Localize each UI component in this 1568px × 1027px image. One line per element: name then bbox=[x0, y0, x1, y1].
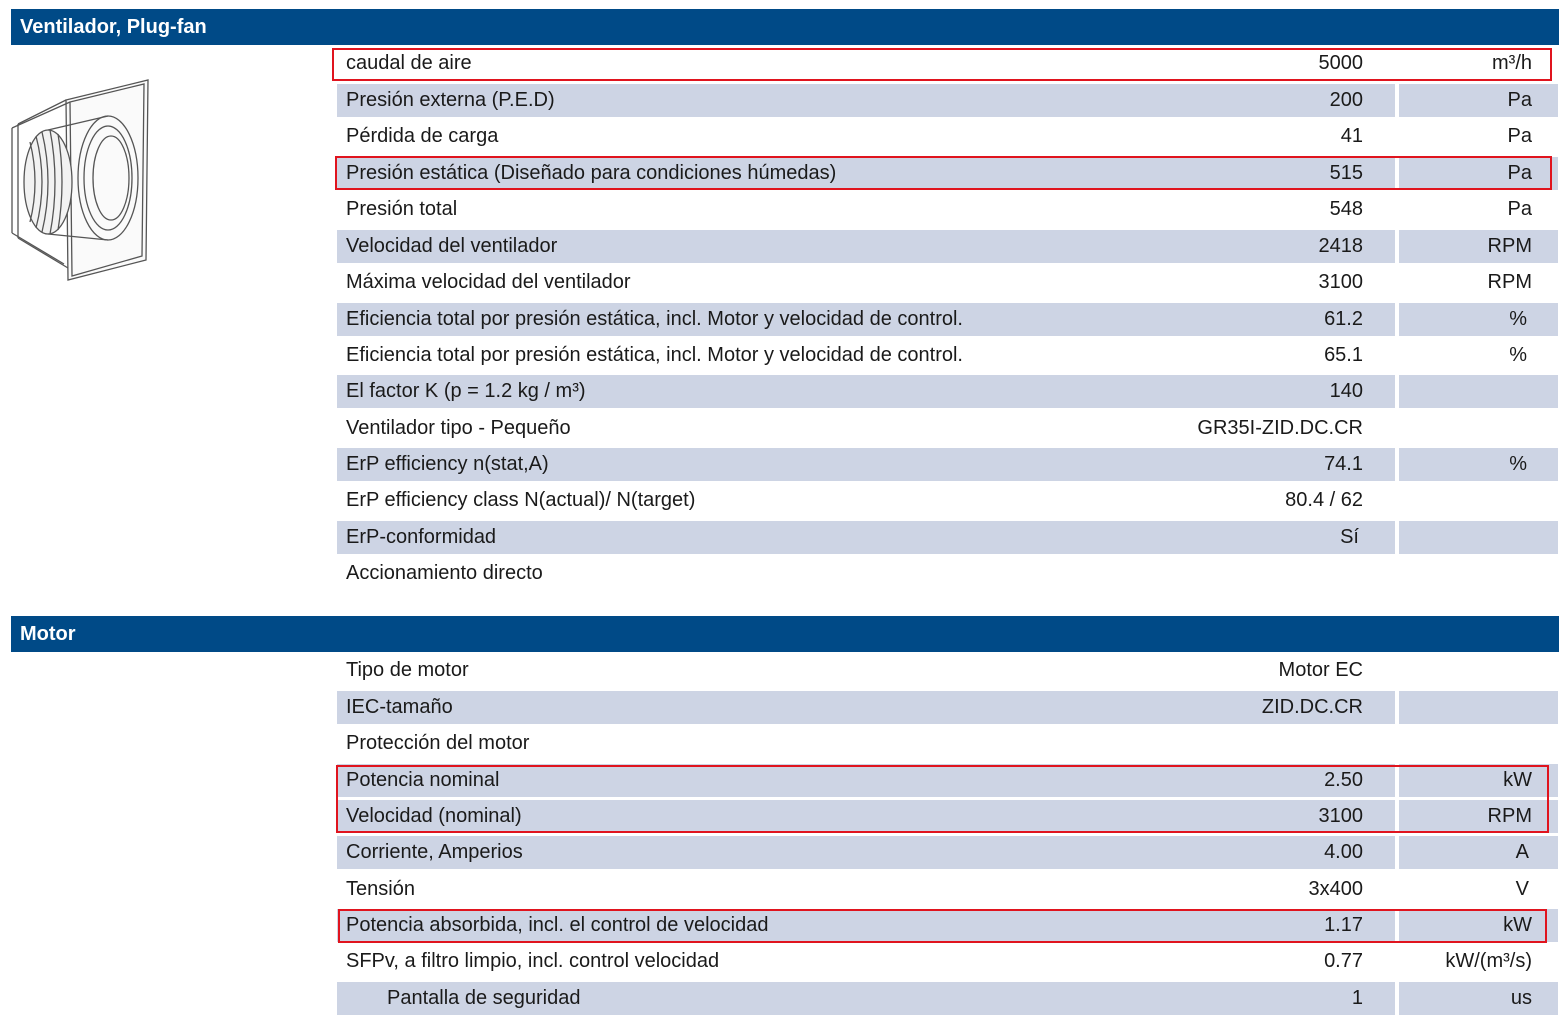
row-label: ErP efficiency class N(actual)/ N(target) bbox=[346, 489, 696, 511]
row-unit: kW bbox=[1503, 769, 1532, 791]
table-row bbox=[337, 654, 1558, 687]
row-unit: Pa bbox=[1507, 125, 1532, 147]
table-row bbox=[337, 764, 1558, 797]
table-row bbox=[337, 800, 1558, 833]
row-label: Corriente, Amperios bbox=[346, 841, 523, 863]
row-unit: % bbox=[1509, 344, 1527, 366]
table-row bbox=[337, 448, 1558, 481]
table-row bbox=[337, 47, 1558, 80]
table-row bbox=[337, 691, 1558, 724]
row-label: Presión total bbox=[346, 198, 458, 220]
row-unit: V bbox=[1515, 878, 1529, 900]
table-row bbox=[337, 230, 1558, 263]
row-unit: us bbox=[1510, 987, 1532, 1009]
table-row bbox=[337, 909, 1558, 942]
plug-fan-illustration bbox=[8, 78, 150, 282]
row-label: Velocidad del ventilador bbox=[346, 235, 558, 257]
motor-section-header bbox=[11, 616, 1559, 652]
table-row bbox=[337, 375, 1558, 408]
row-unit: RPM bbox=[1487, 235, 1532, 257]
row-unit: kW/(m³/s) bbox=[1445, 950, 1532, 972]
row-label: Velocidad (nominal) bbox=[346, 805, 522, 827]
row-unit: A bbox=[1515, 841, 1529, 863]
row-label: Protección del motor bbox=[346, 732, 530, 754]
motor-section-title: Motor bbox=[20, 623, 76, 645]
row-unit: kW bbox=[1503, 914, 1532, 936]
row-label: Presión externa (P.E.D) bbox=[346, 89, 555, 111]
row-unit: m³/h bbox=[1492, 52, 1532, 74]
row-label: Ventilador tipo - Pequeño bbox=[346, 417, 571, 439]
row-value: 2.50 bbox=[1324, 769, 1363, 791]
row-value: 41 bbox=[1340, 125, 1363, 147]
row-label: Tipo de motor bbox=[346, 659, 469, 681]
row-label: Presión estática (Diseñado para condiciones húmedas) bbox=[346, 162, 837, 184]
table-row bbox=[337, 836, 1558, 869]
row-unit: Pa bbox=[1507, 162, 1532, 184]
row-value: 2418 bbox=[1318, 235, 1363, 257]
table-row bbox=[337, 193, 1558, 226]
row-label: Eficiencia total por presión estática, incl. Motor y velocidad de control. bbox=[346, 344, 963, 366]
row-value: 140 bbox=[1329, 380, 1363, 402]
table-row bbox=[337, 873, 1558, 906]
row-label: ErP-conformidad bbox=[346, 526, 497, 548]
row-value: 3100 bbox=[1318, 271, 1363, 293]
table-row bbox=[337, 557, 1558, 590]
table-row bbox=[337, 945, 1558, 978]
table-row bbox=[337, 412, 1558, 445]
row-label: Pantalla de seguridad bbox=[387, 987, 581, 1009]
row-value: 4.00 bbox=[1324, 841, 1363, 863]
row-label: Potencia nominal bbox=[346, 769, 500, 791]
table-row bbox=[337, 982, 1558, 1015]
row-unit: Pa bbox=[1507, 89, 1532, 111]
table-row bbox=[337, 120, 1558, 153]
table-row bbox=[337, 484, 1558, 517]
row-value: 80.4 / 62 bbox=[1285, 489, 1363, 511]
row-value: Motor EC bbox=[1278, 659, 1363, 681]
row-label: ErP efficiency n(stat,A) bbox=[346, 453, 549, 475]
row-value: 0.77 bbox=[1324, 950, 1363, 972]
fan-section-title: Ventilador, Plug-fan bbox=[20, 16, 207, 38]
table-row bbox=[337, 157, 1558, 190]
row-value: 65.1 bbox=[1324, 344, 1363, 366]
row-unit: RPM bbox=[1487, 271, 1532, 293]
row-label: Máxima velocidad del ventilador bbox=[346, 271, 631, 293]
row-unit: RPM bbox=[1487, 805, 1532, 827]
row-label: IEC-tamaño bbox=[346, 696, 453, 718]
row-value: 3100 bbox=[1318, 805, 1363, 827]
row-label: Eficiencia total por presión estática, incl. Motor y velocidad de control. bbox=[346, 308, 963, 330]
row-label: El factor K (p = 1.2 kg / m³) bbox=[346, 380, 586, 402]
row-label: SFPv, a filtro limpio, incl. control velocidad bbox=[346, 950, 720, 972]
row-unit: % bbox=[1509, 453, 1527, 475]
row-value: 1 bbox=[1351, 987, 1363, 1009]
row-label: Accionamiento directo bbox=[346, 562, 543, 584]
row-label: Potencia absorbida, incl. el control de velocidad bbox=[346, 914, 769, 936]
row-unit: % bbox=[1509, 308, 1527, 330]
row-value: 200 bbox=[1329, 89, 1363, 111]
table-row bbox=[337, 303, 1558, 336]
row-unit: Pa bbox=[1507, 198, 1532, 220]
row-value: 5000 bbox=[1318, 52, 1363, 74]
table-row bbox=[337, 266, 1558, 299]
row-value: 3x400 bbox=[1308, 878, 1363, 900]
row-label: caudal de aire bbox=[346, 52, 472, 74]
table-row bbox=[337, 84, 1558, 117]
row-value: 548 bbox=[1329, 198, 1363, 220]
row-value: 1.17 bbox=[1324, 914, 1363, 936]
row-value: 74.1 bbox=[1324, 453, 1363, 475]
row-value: GR35I-ZID.DC.CR bbox=[1197, 417, 1363, 439]
row-label: Tensión bbox=[346, 878, 415, 900]
row-label: Pérdida de carga bbox=[346, 125, 499, 147]
table-row bbox=[337, 727, 1558, 760]
row-value: ZID.DC.CR bbox=[1261, 696, 1363, 718]
row-value: 61.2 bbox=[1324, 308, 1363, 330]
row-value: Sí bbox=[1340, 526, 1359, 548]
row-value: 515 bbox=[1329, 162, 1363, 184]
fan-section-header bbox=[11, 9, 1559, 45]
table-row bbox=[337, 339, 1558, 372]
table-row bbox=[337, 521, 1558, 554]
